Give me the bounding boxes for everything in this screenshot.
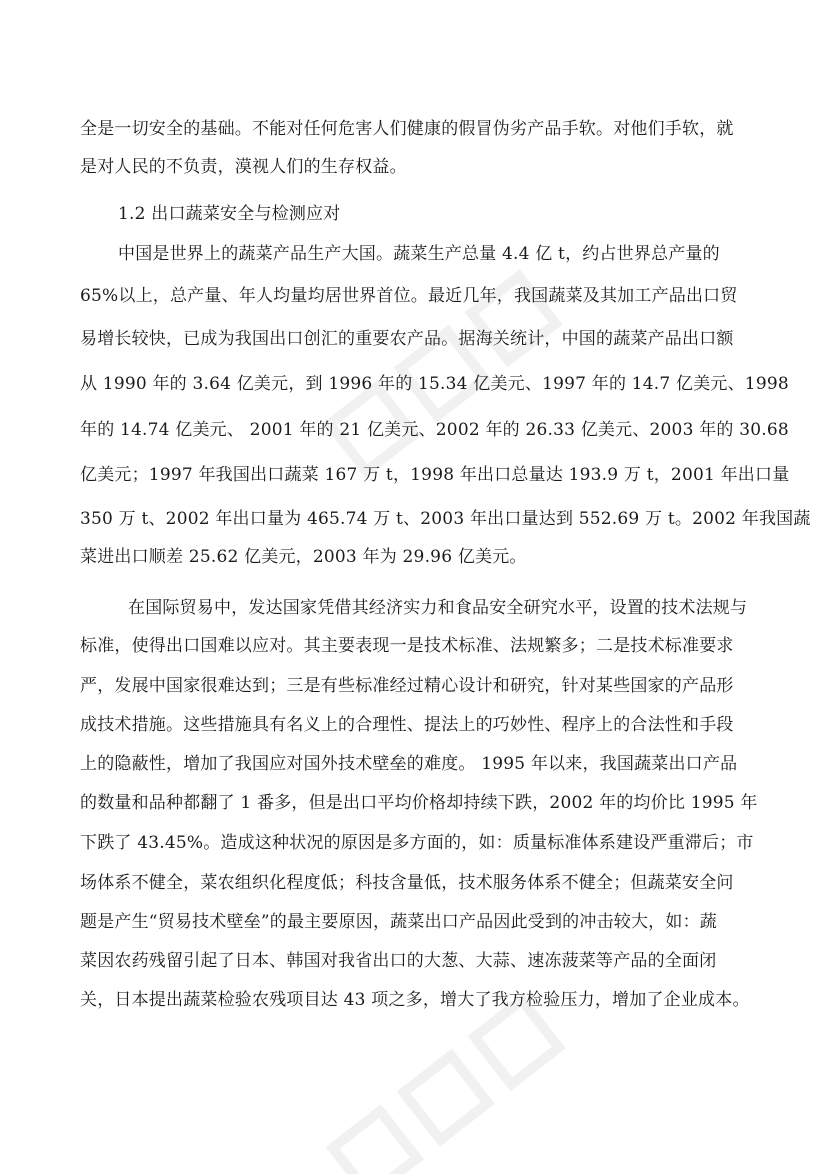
text-line: 关，日本提出蔬菜检验农残项目达 43 项之多，增大了我方检验压力，增加了企业成本。 — [80, 990, 750, 1010]
text-line: 中国是世界上的蔬菜产品生产大国。蔬菜生产总量 4.4 亿 t，约占世界总产量的 — [118, 244, 720, 264]
text-line: 从 1990 年的 3.64 亿美元，到 1996 年的 15.34 亿美元、1997 年的 14.7 亿美元、1998 — [80, 374, 789, 394]
text-line: 下跌了 43.45%。造成这种状况的原因是多方面的，如：质量标准体系建设严重滞后；市 — [80, 833, 754, 853]
text-line: 350 万 t、2002 年出口量为 465.74 万 t、2003 年出口量达到 552.69 万 t。2002 年我国蔬 — [80, 509, 811, 529]
text-line: 菜因农药残留引起了日本、韩国对我省出口的大葱、大蒜、速冻菠菜等产品的全面闭 — [80, 951, 717, 971]
text-line: 在国际贸易中，发达国家凭借其经济实力和食品安全研究水平，设置的技术法规与 — [128, 598, 748, 618]
text-line: 年的 14.74 亿美元、 2001 年的 21 亿美元、2002 年的 26.33 亿美元、2003 年的 30.68 — [80, 420, 789, 440]
text-line: 是对人民的不负责，漠视人们的生存权益。 — [80, 157, 407, 177]
text-line: 全是一切安全的基础。不能对任何危害人们健康的假冒伪劣产品手软。对他们手软，就 — [80, 119, 734, 139]
text-line: 严，发展中国家很难达到；三是有些标准经过精心设计和研究，针对某些国家的产品形 — [80, 676, 734, 696]
text-line: 65%以上，总产量、年人均量均居世界首位。最近几年，我国蔬菜及其加工产品出口贸 — [80, 286, 738, 306]
section-heading: 1.2 出口蔬菜安全与检测应对 — [118, 204, 341, 224]
text-line: 场体系不健全，菜农组织化程度低；科技含量低，技术服务体系不健全；但蔬菜安全问 — [80, 873, 734, 893]
text-line: 的数量和品种都翻了 1 番多，但是出口平均价格却持续下跌，2002 年的均价比 1995 年 — [80, 793, 758, 813]
text-line: 菜进出口顺差 25.62 亿美元，2003 年为 29.96 亿美元。 — [80, 547, 527, 567]
text-line: 上的隐蔽性，增加了我国应对国外技术壁垒的难度。 1995 年以来，我国蔬菜出口产品 — [80, 754, 738, 774]
text-line: 标准，使得出口国难以应对。其主要表现一是技术标准、法规繁多；二是技术标准要求 — [80, 636, 734, 656]
text-line: 成技术措施。这些措施具有名义上的合理性、提法上的巧妙性、程序上的合法性和手段 — [80, 715, 734, 735]
text-line: 易增长较快，已成为我国出口创汇的重要农产品。据海关统计，中国的蔬菜产品出口额 — [80, 329, 734, 349]
text-line: 题是产生“贸易技术壁垒”的最主要原因，蔬菜出口产品因此受到的冲击较大，如：蔬 — [80, 912, 717, 932]
text-line: 亿美元；1997 年我国出口蔬菜 167 万 t，1998 年出口总量达 193.9 万 t，2001 年出口量 — [80, 465, 790, 485]
